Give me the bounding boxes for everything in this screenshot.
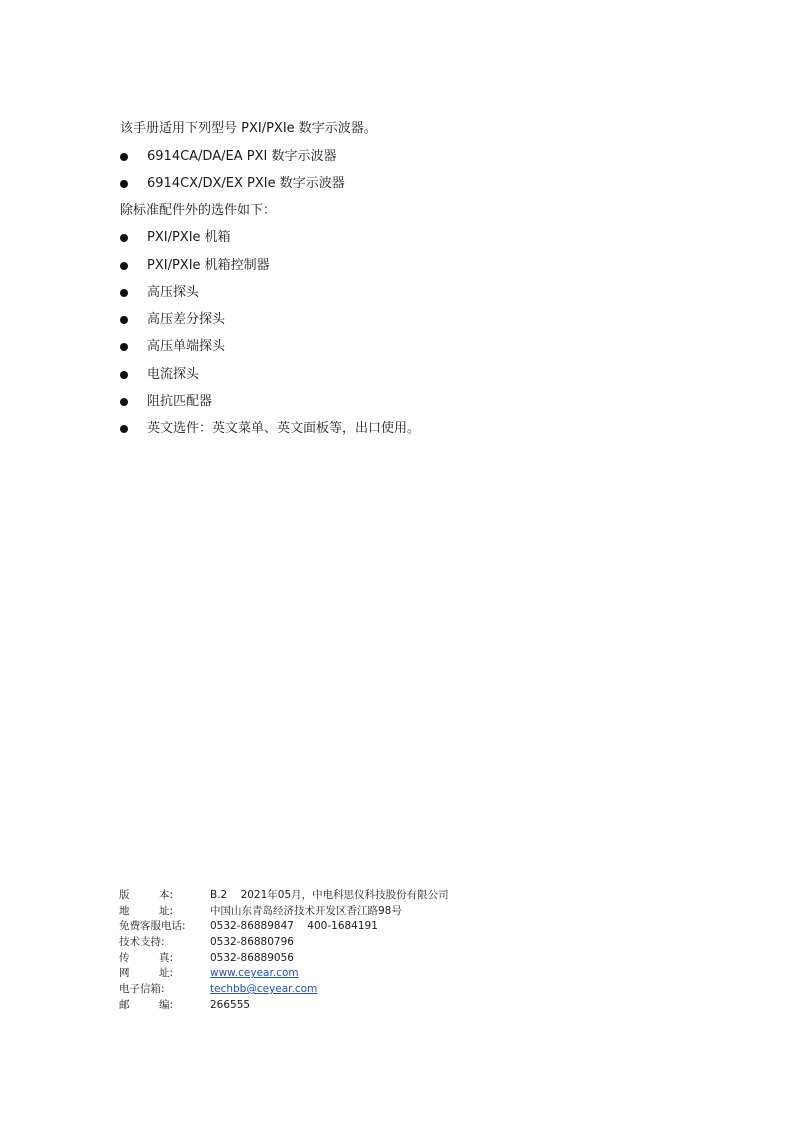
options-intro-text: 除标准配件外的选件如下： — [120, 203, 277, 218]
website-label — [119, 966, 173, 982]
option-label: 阻抗匹配器 — [147, 394, 213, 409]
option-label: 高压单端探头 — [147, 339, 226, 354]
email-link[interactable]: techbb@ceyear.com — [210, 983, 318, 996]
bullet-icon — [120, 153, 128, 161]
hotline-value: 0532-86889847 400-1684191 — [210, 920, 378, 933]
fax-value: 0532-86889056 — [210, 951, 294, 964]
bullet-icon — [120, 398, 128, 406]
hotline-label: 免费客服电话: — [119, 920, 186, 933]
postcode-row — [119, 998, 539, 1014]
bullet-icon — [120, 289, 128, 297]
bullet-icon — [120, 371, 128, 379]
version-value: B.2 2021年05月，中电科思仪科技股份有限公司 — [210, 889, 449, 901]
fax-label-part: 真: — [158, 951, 173, 964]
support-row — [119, 935, 539, 951]
hotline-row — [119, 919, 539, 935]
bullet-icon — [120, 180, 128, 188]
postcode-value: 266555 — [210, 998, 251, 1011]
bullet-icon — [120, 316, 128, 324]
option-label: PXI/PXIe 机箱 — [147, 230, 231, 245]
website-label-part: 网 — [119, 967, 130, 980]
postcode-label — [119, 998, 173, 1014]
option-label: 高压探头 — [147, 285, 200, 300]
address-label-part: 地 — [119, 904, 130, 917]
postcode-label-part: 编: — [158, 998, 173, 1011]
address-label-part: 址: — [158, 904, 173, 917]
contact-footer — [119, 888, 539, 1014]
model-label: 6914CX/DX/EX PXIe 数字示波器 — [147, 176, 345, 191]
option-label: 高压差分探头 — [147, 312, 226, 327]
address-label — [119, 904, 173, 920]
option-label: PXI/PXIe 机箱控制器 — [147, 258, 270, 273]
email-row — [119, 982, 539, 998]
support-label: 技术支持: — [119, 936, 165, 949]
model-label: 6914CA/DA/EA PXI 数字示波器 — [147, 149, 337, 164]
website-row — [119, 966, 539, 982]
fax-row — [119, 951, 539, 967]
email-label: 电子信箱: — [119, 983, 165, 996]
postcode-label-part: 邮 — [119, 998, 130, 1011]
version-label — [119, 888, 173, 904]
option-label: 英文选件：英文菜单、英文面板等，出口使用。 — [147, 421, 421, 436]
option-label: 电流探头 — [147, 367, 200, 382]
intro-text: 该手册适用下列型号 PXI/PXIe 数字示波器。 — [120, 121, 377, 136]
bullet-icon — [120, 262, 128, 270]
bullet-icon — [120, 234, 128, 242]
version-label-part: 版 — [119, 889, 130, 901]
website-label-part: 址: — [158, 967, 173, 980]
fax-label — [119, 951, 173, 967]
address-value: 中国山东青岛经济技术开发区香江路98号 — [210, 904, 402, 917]
support-value: 0532-86880796 — [210, 936, 294, 949]
bullet-icon — [120, 343, 128, 351]
fax-label-part: 传 — [119, 951, 130, 964]
version-label-part: 本: — [158, 889, 173, 901]
version-row — [119, 888, 539, 904]
website-link[interactable]: www.ceyear.com — [210, 967, 299, 980]
address-row — [119, 904, 539, 920]
bullet-icon — [120, 425, 128, 433]
